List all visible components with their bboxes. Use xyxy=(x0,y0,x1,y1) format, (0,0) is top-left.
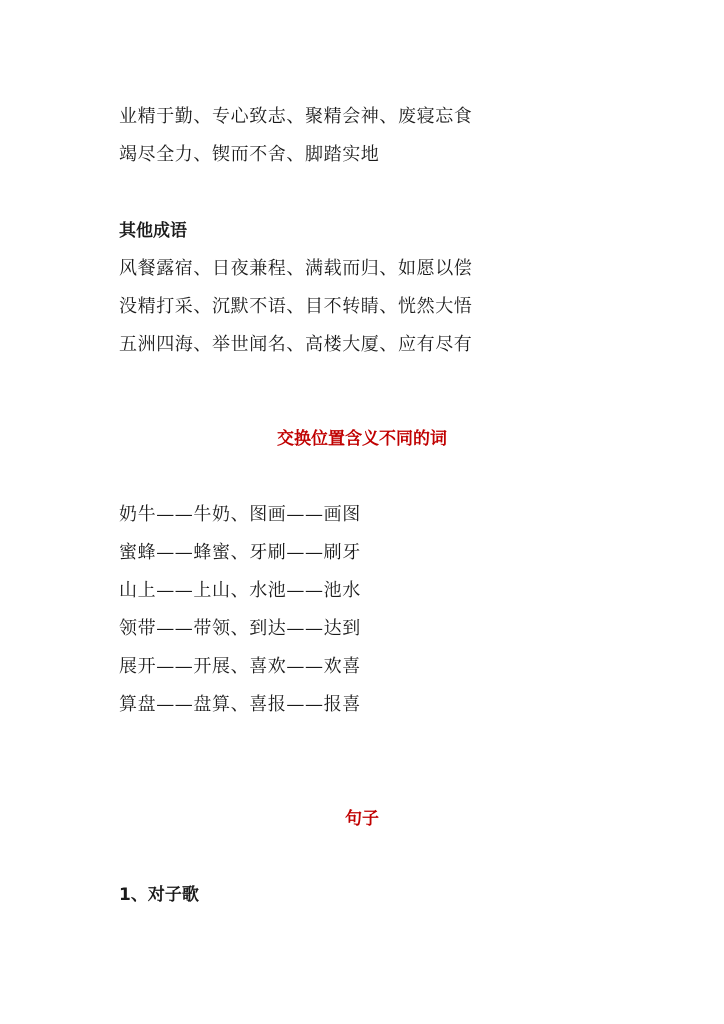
idiom-line: 五洲四海、举世闻名、高楼大厦、应有尽有 xyxy=(119,334,473,355)
word-pair-line: 山上——上山、水池——池水 xyxy=(119,580,361,601)
couplet-song-heading: 1、对子歌 xyxy=(119,885,199,905)
idiom-line: 没精打采、沉默不语、目不转睛、恍然大悟 xyxy=(119,296,473,317)
word-pair-line: 展开——开展、喜欢——欢喜 xyxy=(119,656,361,677)
word-pair-line: 算盘——盘算、喜报——报喜 xyxy=(119,694,361,715)
swapped-words-title: 交换位置含义不同的词 xyxy=(277,429,447,449)
word-pair-line: 领带——带领、到达——达到 xyxy=(119,618,361,639)
idiom-line: 业精于勤、专心致志、聚精会神、废寝忘食 xyxy=(119,106,473,127)
sentences-title: 句子 xyxy=(345,809,379,829)
other-idioms-heading: 其他成语 xyxy=(119,221,187,241)
word-pair-line: 奶牛——牛奶、图画——画图 xyxy=(119,504,361,525)
idiom-line: 竭尽全力、锲而不舍、脚踏实地 xyxy=(119,144,380,165)
word-pair-line: 蜜蜂——蜂蜜、牙刷——刷牙 xyxy=(119,542,361,563)
idiom-line: 风餐露宿、日夜兼程、满载而归、如愿以偿 xyxy=(119,258,473,279)
